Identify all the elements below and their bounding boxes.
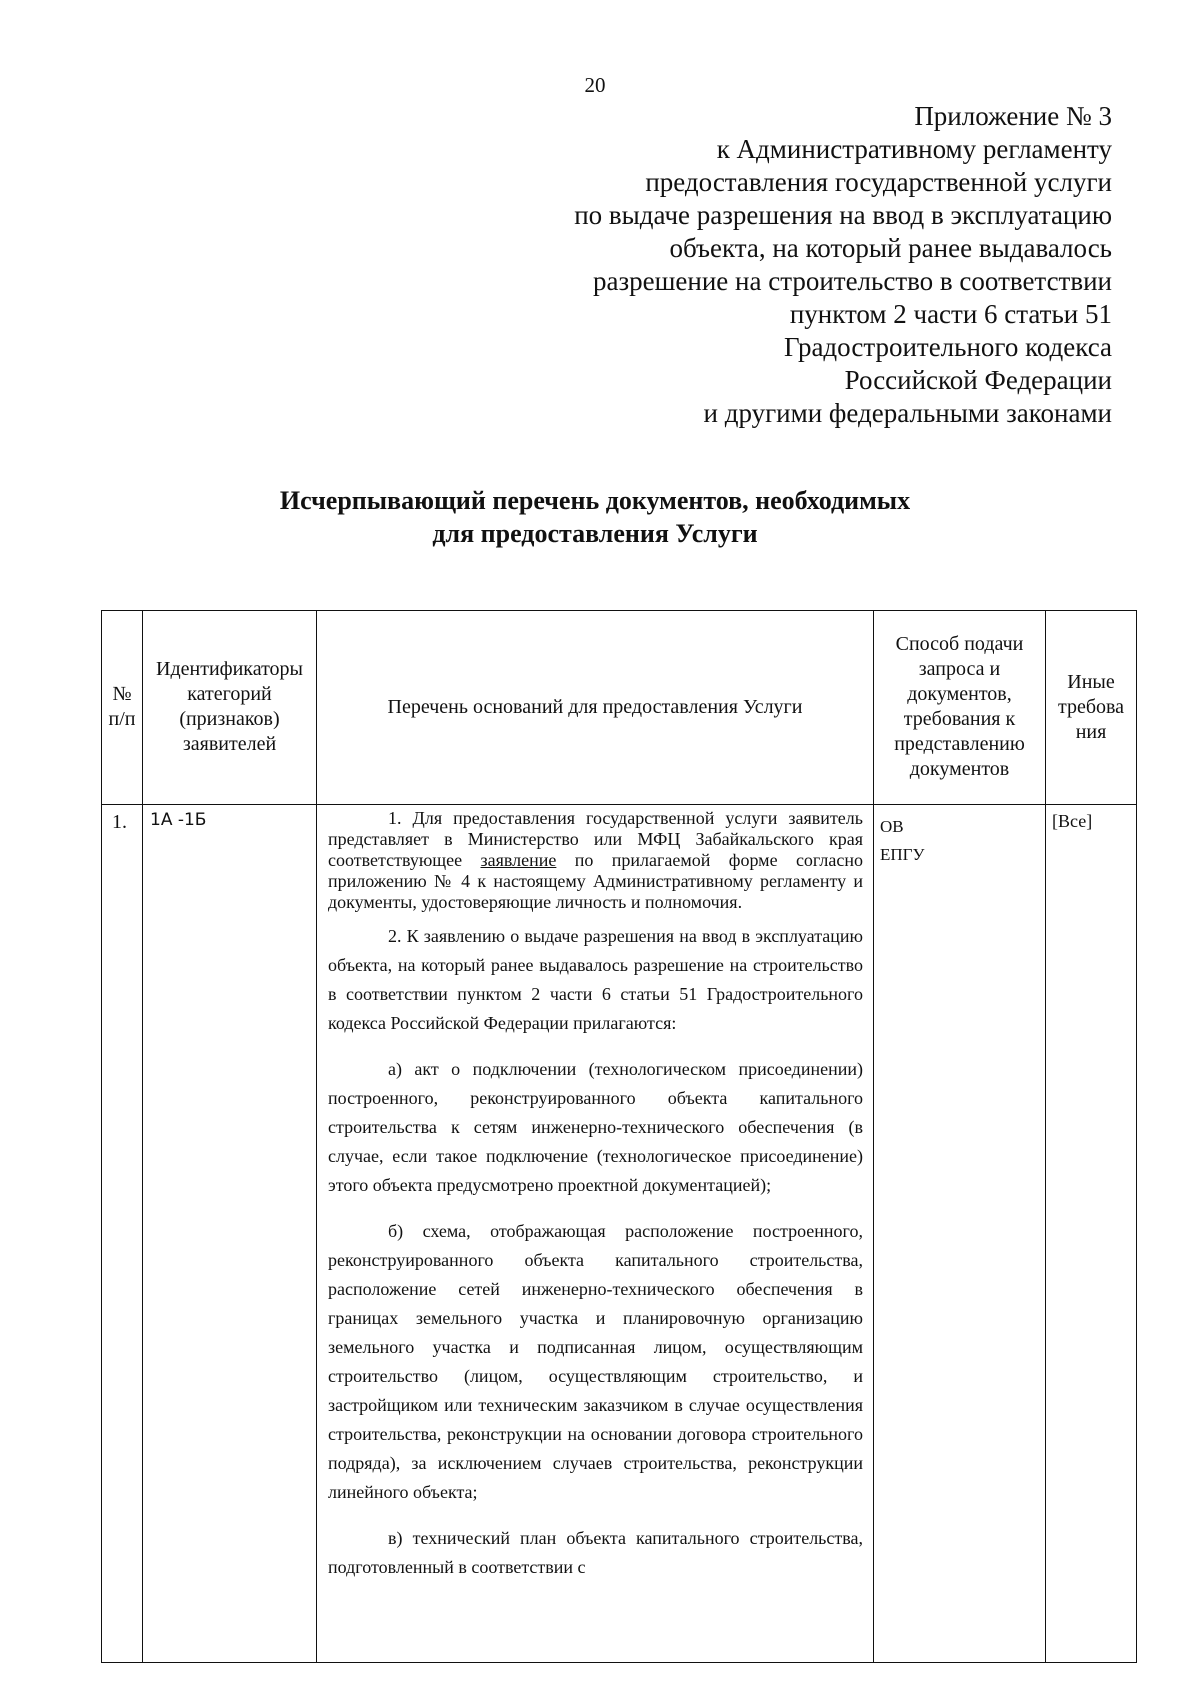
item-v: в) технический план объекта капитального строительства, подготовленный в соответствии с <box>328 1528 863 1577</box>
appendix-line: и другими федеральными законами <box>703 398 1112 428</box>
appendix-line: Приложение № 3 <box>914 101 1112 131</box>
header-method: Способ подачи запроса и документов, требования к представлению документов <box>894 633 1025 780</box>
appendix-line: Градостроительного кодекса <box>784 332 1112 362</box>
appendix-line: пунктом 2 части 6 статьи 51 <box>789 299 1112 329</box>
paragraph-1 <box>328 808 863 913</box>
document-title <box>0 484 1190 550</box>
item-b: б) схема, отображающая расположение построенного, реконструированного объекта капитального строительства, расположение сетей инженерно-технического обеспечения в границах земельного участка и планировочную организацию земельного участка и подписанная лицом, осуществляющим строительство (лицом, осуществляющим строительство, и застройщиком или техническим заказчиком в случае осуществления строительства, реконструкции на основании договора строительного подряда), за исключением случаев строительства, реконструкции линейного объекта; <box>328 1221 863 1502</box>
other-requirements: [Все] <box>1052 811 1093 831</box>
row-number: 1. <box>112 811 127 833</box>
appendix-line: по выдаче разрешения на ввод в эксплуатацию <box>574 200 1112 230</box>
item-a: а) акт о подключении (технологическом присоединении) построенного, реконструированного объекта капитального строительства к сетям инженерно-технического обеспечения (в случае, если такое подключение (технологическое присоединение) этого объекта предусмотрено проектной документацией); <box>328 1059 863 1195</box>
grounds-list <box>328 808 863 1599</box>
appendix-line: объекта, на который ранее выдавалось <box>669 233 1112 263</box>
header-other: Иные требова ния <box>1057 670 1125 743</box>
paragraph-1-text: 1. Для предоставления государственной услуги заявитель представляет в Министерство или МФЦ Забайкальского края соответствующее <box>328 808 863 870</box>
header-identifiers: Идентификаторы категорий (признаков) заявителей <box>156 658 303 755</box>
appendix-line: предоставления государственной услуги <box>645 167 1112 197</box>
page-number: 20 <box>584 73 606 97</box>
appendix-line: Российской Федерации <box>844 365 1112 395</box>
header-divider <box>101 804 1137 805</box>
document-title-line: для предоставления Услуги <box>432 519 758 548</box>
header-grounds: Перечень оснований для предоставления Услуги <box>387 695 803 718</box>
method-item: ОВ <box>880 817 904 836</box>
document-title-line: Исчерпывающий перечень документов, необходимых <box>279 486 911 515</box>
paragraph-1-text-end: по прилагаемой форме согласно приложению № 4 к настоящему Административному регламенту и документы, удостоверяющие личность и полномочия. <box>328 850 863 912</box>
submission-method <box>880 813 925 869</box>
application-link[interactable]: заявление <box>480 850 557 870</box>
appendix-line: к Административному регламенту <box>716 134 1112 164</box>
appendix-header <box>574 100 1112 430</box>
applicant-identifiers: 1А -1Б <box>150 810 207 830</box>
paragraph-2: 2. К заявлению о выдаче разрешения на ввод в эксплуатацию объекта, на который ранее выдавалось разрешение на строительство в соответствии пунктом 2 части 6 статьи 51 Градостроительного кодекса Российской Федерации прилагаются: <box>328 926 863 1033</box>
appendix-line: разрешение на строительство в соответствии <box>592 266 1112 296</box>
header-num: № п/п <box>108 683 136 730</box>
method-item: ЕПГУ <box>880 845 925 864</box>
